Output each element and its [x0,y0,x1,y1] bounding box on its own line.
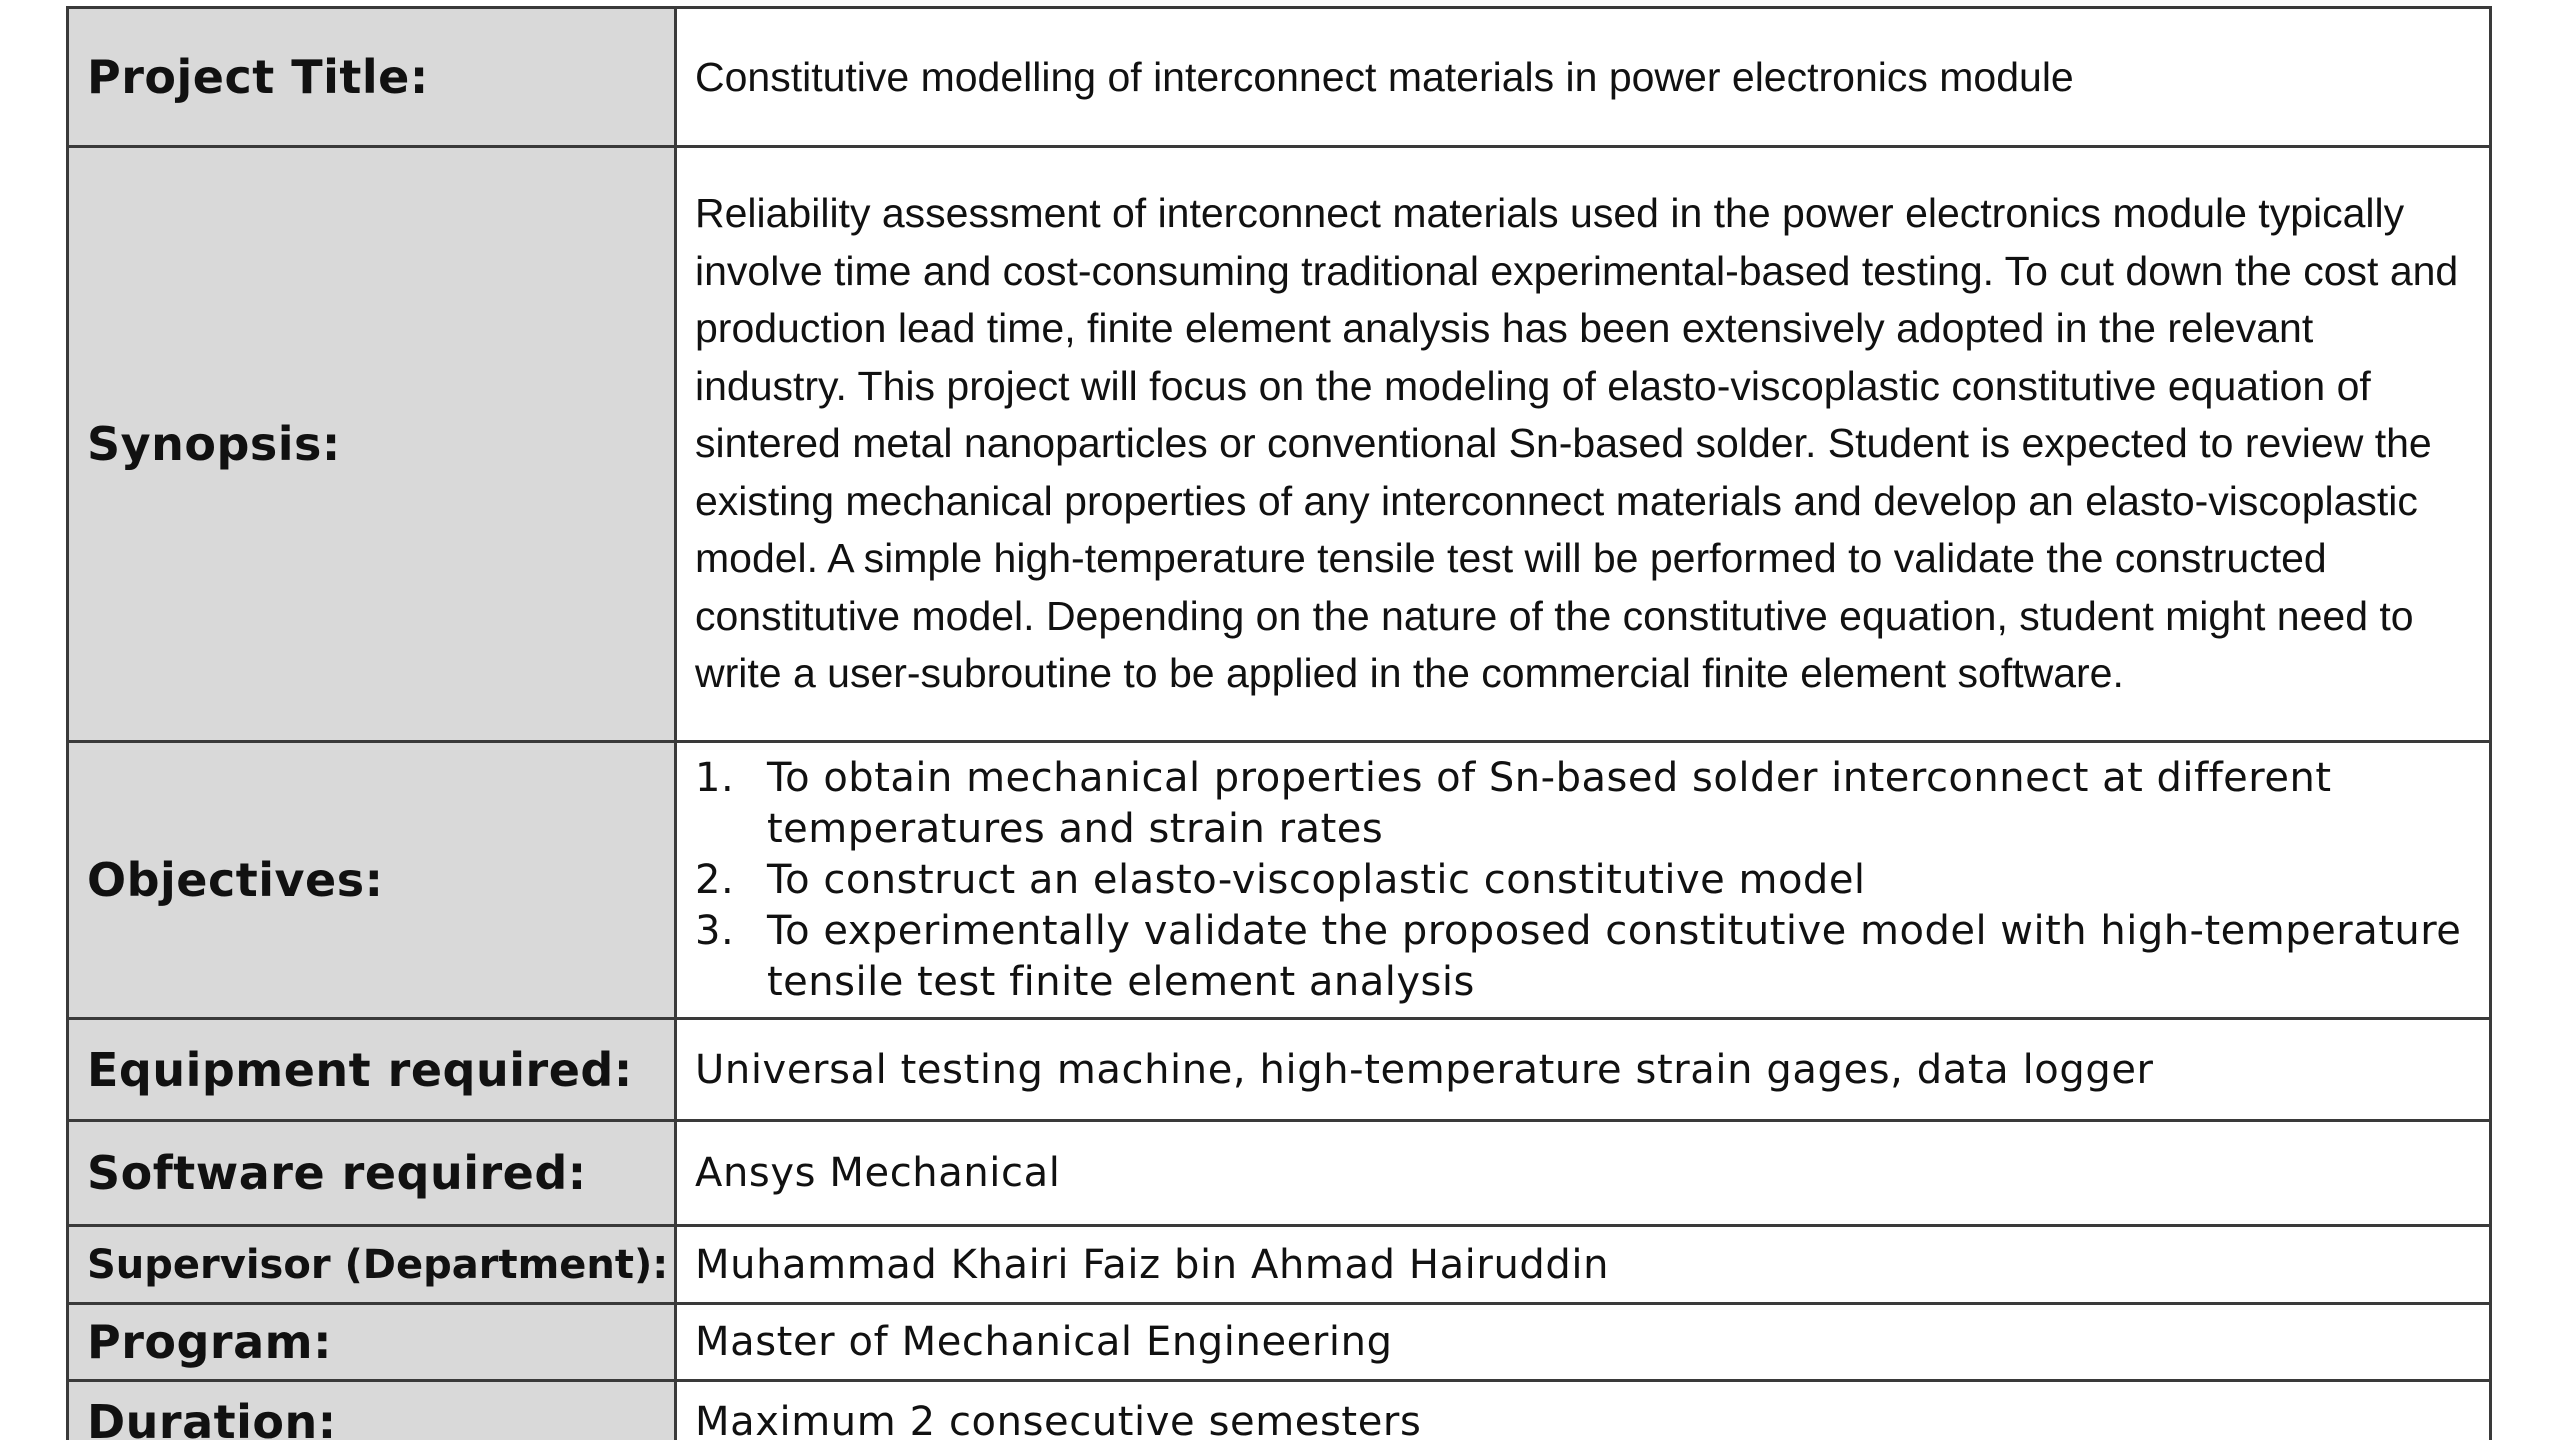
objectives-cell [676,742,2491,1019]
duration-label: Duration: [68,1381,676,1440]
objective-text: To construct an elasto-viscoplastic constitutive model [767,856,1866,903]
objective-text: To obtain mechanical properties of Sn-based solder interconnect at different temperatures and strain rates [767,754,2332,852]
duration-value: Maximum 2 consecutive semesters [676,1381,2491,1440]
equipment-value: Universal testing machine, high-temperature strain gages, data logger [676,1019,2491,1121]
objectives-label: Objectives: [68,742,676,1019]
program-value: Master of Mechanical Engineering [676,1304,2491,1381]
supervisor-label: Supervisor (Department): [68,1226,676,1304]
row-objectives [68,742,2491,1019]
row-equipment [68,1019,2491,1121]
synopsis-label: Synopsis: [68,147,676,742]
synopsis-cell [676,147,2491,742]
synopsis-text: Reliability assessment of interconnect materials used in the power electronics module typically involve time and cost-consuming traditional experimental-based testing. To cut down the cost and production lead time, finite element analysis has been extensively adopted in the relevant industry. This project will focus on the modeling of elasto-viscoplastic constitutive equation of sintered metal nanoparticles or conventional Sn-based solder. Student is expected to review the existing mechanical properties of any interconnect materials and develop an elasto-viscoplastic model. A simple high-temperature tensile test will be performed to validate the constructed constitutive model. Depending on the nature of the constitutive equation, student might need to write a user-subroutine to be applied in the commercial finite element software. [695,190,2459,697]
row-program [68,1304,2491,1381]
project-title-label: Project Title: [68,8,676,147]
software-label: Software required: [68,1121,676,1226]
row-synopsis [68,147,2491,742]
software-value: Ansys Mechanical [676,1121,2491,1226]
objective-number: 2. [695,856,735,903]
supervisor-value: Muhammad Khairi Faiz bin Ahmad Hairuddin [676,1226,2491,1304]
project-title-value: Constitutive modelling of interconnect materials in power electronics module [676,8,2491,147]
row-software [68,1121,2491,1226]
equipment-label: Equipment required: [68,1019,676,1121]
program-label: Program: [68,1304,676,1381]
row-supervisor [68,1226,2491,1304]
objective-number: 1. [695,754,735,801]
objective-number: 3. [695,907,735,954]
objective-text: To experimentally validate the proposed constitutive model with high-temperature tensile test finite element analysis [767,907,2462,1005]
row-duration [68,1381,2491,1440]
project-details-table [66,6,2492,1440]
objective-item [695,855,2471,906]
objectives-list [695,753,2471,1008]
objective-item [695,906,2471,1008]
objective-item [695,753,2471,855]
row-project-title [68,8,2491,147]
